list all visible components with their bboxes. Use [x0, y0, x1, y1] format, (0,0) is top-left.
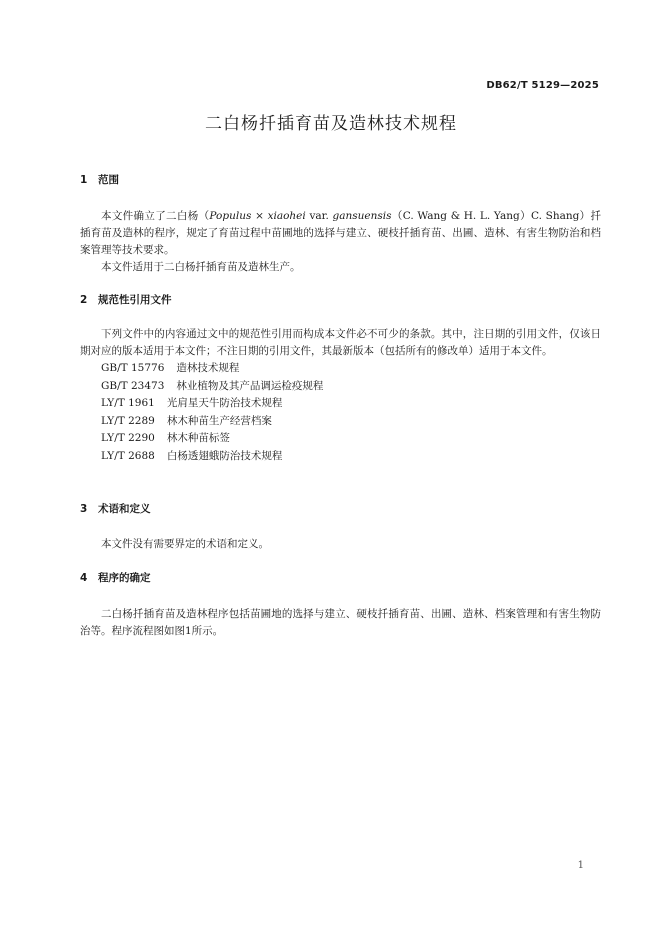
reference-name: 白杨透翅蛾防治技术规程 [166, 449, 283, 462]
procedure-paragraph: 二白杨扦插育苗及造林程序包括苗圃地的选择与建立、硬枝扦插育苗、出圃、造林、档案管理和有害生物防治等。程序流程图如图1所示。 [80, 608, 601, 637]
reference-item [80, 360, 601, 378]
reference-name: 林木种苗生产经营档案 [166, 414, 272, 427]
var-label: var. [305, 210, 333, 222]
reference-name: 光肩星天牛防治技术规程 [166, 397, 283, 409]
section-heading [80, 293, 601, 307]
section-heading [80, 173, 601, 187]
scope-text-rest: （C. Wang & H. L. Yang）C. Shang）扦插育苗及造林的程序，规定了育苗过程中苗圃地的选择与建立、硬枝扦插育苗、出圃、造林、有害生物防治和档案管理等技术要求。 [80, 210, 602, 256]
reference-code: GB/T 15776 [101, 362, 165, 374]
references-intro: 下列文件中的内容通过文中的规范性引用而构成本文件必不可少的条款。其中，注日期的引用文件，仅该日期对应的版本适用于本文件；不注日期的引用文件，其最新版本（包括所有的修改单）适用于本文件。 [80, 328, 601, 357]
section-title: 范围 [98, 174, 119, 186]
terms-paragraph: 本文件没有需要界定的术语和定义。 [101, 538, 269, 550]
section-number: 4 [80, 572, 88, 584]
page-number: 1 [577, 860, 584, 871]
reference-code: LY/T 2688 [101, 449, 155, 462]
reference-name: 造林技术规程 [176, 362, 240, 374]
reference-list [80, 360, 601, 465]
hybrid-sign: × [251, 210, 268, 222]
section-number: 1 [80, 174, 88, 186]
document-code: DB62/T 5129—2025 [486, 80, 599, 91]
reference-code: GB/T 23473 [101, 379, 165, 392]
section-terms [80, 502, 601, 553]
reference-item [80, 413, 601, 431]
variety-name: gansuensis [332, 210, 392, 222]
section-normative-references [80, 293, 601, 465]
reference-name: 林业植物及其产品调运检疫规程 [176, 379, 324, 392]
reference-code: LY/T 2290 [101, 432, 155, 444]
reference-item [80, 378, 601, 396]
document-title: 二白杨扦插育苗及造林技术规程 [205, 114, 457, 134]
applicability-paragraph: 本文件适用于二白杨扦插育苗及造林生产。 [101, 261, 301, 273]
section-heading [80, 571, 601, 585]
section-title: 术语和定义 [98, 503, 151, 515]
reference-code: LY/T 1961 [101, 397, 155, 409]
reference-item [80, 430, 601, 448]
section-procedure [80, 571, 601, 640]
section-number: 2 [80, 294, 88, 306]
section-number: 3 [80, 503, 88, 515]
scope-text-lead: 本文件确立了二白杨（ [101, 210, 210, 222]
reference-item [80, 448, 601, 466]
species-name: xiaohei [267, 210, 306, 222]
section-title: 规范性引用文件 [98, 294, 172, 306]
section-title: 程序的确定 [98, 572, 151, 584]
section-scope [80, 173, 601, 276]
genus-name: Populus [209, 210, 252, 222]
reference-item [80, 395, 601, 413]
section-heading [80, 502, 601, 516]
reference-name: 林木种苗标签 [166, 432, 230, 444]
scope-paragraph [80, 208, 601, 259]
reference-code: LY/T 2289 [101, 414, 155, 427]
